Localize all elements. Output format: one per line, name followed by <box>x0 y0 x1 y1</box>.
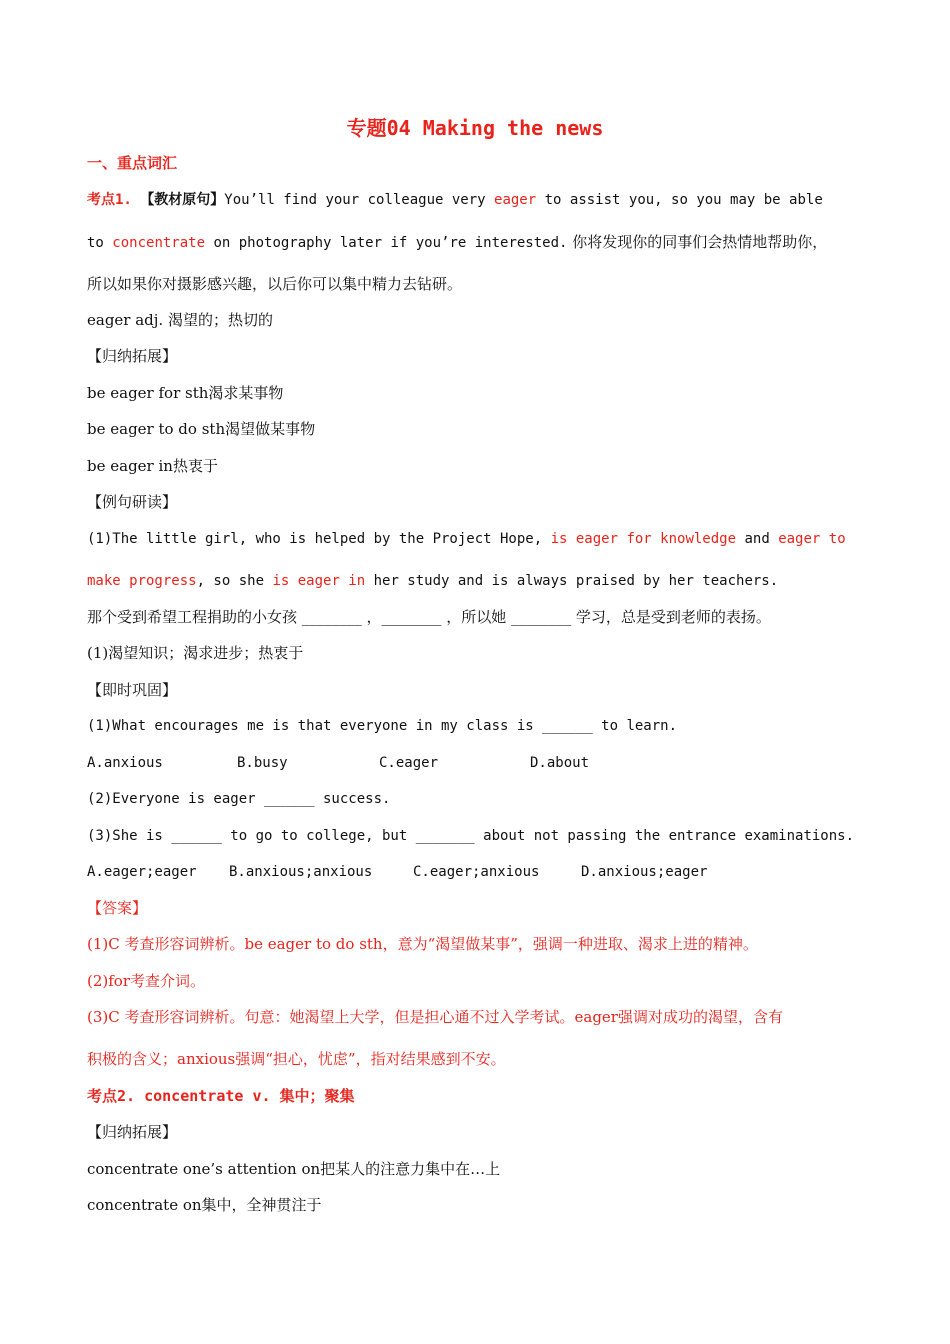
kp1-example-highlight-4: is eager in <box>272 573 366 589</box>
kp1-example-header: 【例句研读】 <box>87 493 178 511</box>
option-c: C.eager <box>379 755 439 771</box>
answer-2: (2)for考查介词。 <box>87 972 206 990</box>
kp2-phrase-2: concentrate on集中，全神贯注于 <box>87 1196 322 1214</box>
kp1-sentence-line2 <box>87 232 877 253</box>
kp1-example-highlight-3: make progress <box>87 573 197 589</box>
question-1: (1)What encourages me is that everyone in my class is ______ to learn. <box>87 718 678 734</box>
kp1-example-highlight-1: is eager for knowledge <box>550 531 737 547</box>
kp1-example-translation: 那个受到希望工程捐助的小女孩 ________ ，________ ，所以她 ________ 学习，总是受到老师的表扬。 <box>87 608 771 626</box>
kp1-keyword-eager: eager <box>494 192 537 208</box>
kp1-text-a: You’ll find your colleague very <box>224 192 495 208</box>
kp1-example-text-d: her study and is always praised by her teachers. <box>365 573 779 589</box>
kp1-phrase-1: be eager for sth渴求某事物 <box>87 384 284 402</box>
answer-3: (3)C 考查形容词辨析。句意：她渴望上大学，但是担心通不过入学考试。eager强调对成功的渴望，含有 <box>87 1008 783 1026</box>
kp1-phrase-3: be eager in热衷于 <box>87 457 218 475</box>
answer-header: 【答案】 <box>87 899 148 917</box>
option-d: D.anxious;eager <box>581 864 708 880</box>
kp1-translation-b: 所以如果你对摄影感兴趣，以后你可以集中精力去钻研。 <box>87 275 463 293</box>
kp1-tag: 【教材原句】 <box>140 192 225 208</box>
question-3-options <box>87 862 877 882</box>
kp1-translation-a: 你将发现你的同事们会热情地帮助你， <box>567 233 828 251</box>
kp1-label: 考点1. <box>87 192 132 208</box>
question-2: (2)Everyone is eager ______ success. <box>87 791 391 807</box>
kp1-example-text-b: and <box>736 531 779 547</box>
kp1-text-b: to assist you, so you may be able <box>536 192 823 208</box>
page-title: 专题04 Making the news <box>346 116 604 140</box>
kp1-example-text-c: , so she <box>196 573 273 589</box>
kp2-phrase-1: concentrate one’s attention on把某人的注意力集中在…上 <box>87 1160 501 1178</box>
kp1-definition: eager adj. 渴望的；热切的 <box>87 311 273 329</box>
kp1-text-c: to <box>87 235 113 251</box>
kp1-example-text-a: (1)The little girl, who is helped by the Project Hope, <box>87 531 551 547</box>
kp1-phrase-2: be eager to do sth渴望做某事物 <box>87 420 316 438</box>
answer-1: (1)C 考查形容词辨析。be eager to do sth，意为“渴望做某事”，强调一种进取、渴求上进的精神。 <box>87 935 758 953</box>
option-a: A.anxious <box>87 755 163 771</box>
option-c: C.eager;anxious <box>413 864 540 880</box>
question-3: (3)She is ______ to go to college, but _______ about not passing the entrance examinations. <box>87 828 855 844</box>
question-1-options <box>87 753 877 773</box>
kp1-example-answer: (1)渴望知识；渴求进步；热衷于 <box>87 644 304 662</box>
kp2-heading: 考点2. concentrate v. 集中；聚集 <box>87 1087 355 1105</box>
answer-3-continued: 积极的含义；anxious强调“担心，忧虑”，指对结果感到不安。 <box>87 1050 506 1068</box>
kp1-example-highlight-2: eager to <box>778 531 846 547</box>
option-d: D.about <box>530 755 590 771</box>
option-b: B.busy <box>237 755 288 771</box>
kp1-practice-header: 【即时巩固】 <box>87 681 178 699</box>
option-b: B.anxious;anxious <box>229 864 373 880</box>
kp1-expand-header: 【归纳拓展】 <box>87 347 178 365</box>
kp1-example-line1 <box>87 529 877 549</box>
option-a: A.eager;eager <box>87 864 197 880</box>
kp1-keyword-concentrate: concentrate <box>112 235 206 251</box>
kp1-example-line2 <box>87 571 877 591</box>
kp2-expand-header: 【归纳拓展】 <box>87 1123 178 1141</box>
section-heading: 一、重点词汇 <box>87 154 178 172</box>
kp1-sentence-line1 <box>87 190 877 210</box>
kp1-text-d: on photography later if you’re interested. <box>205 235 568 251</box>
